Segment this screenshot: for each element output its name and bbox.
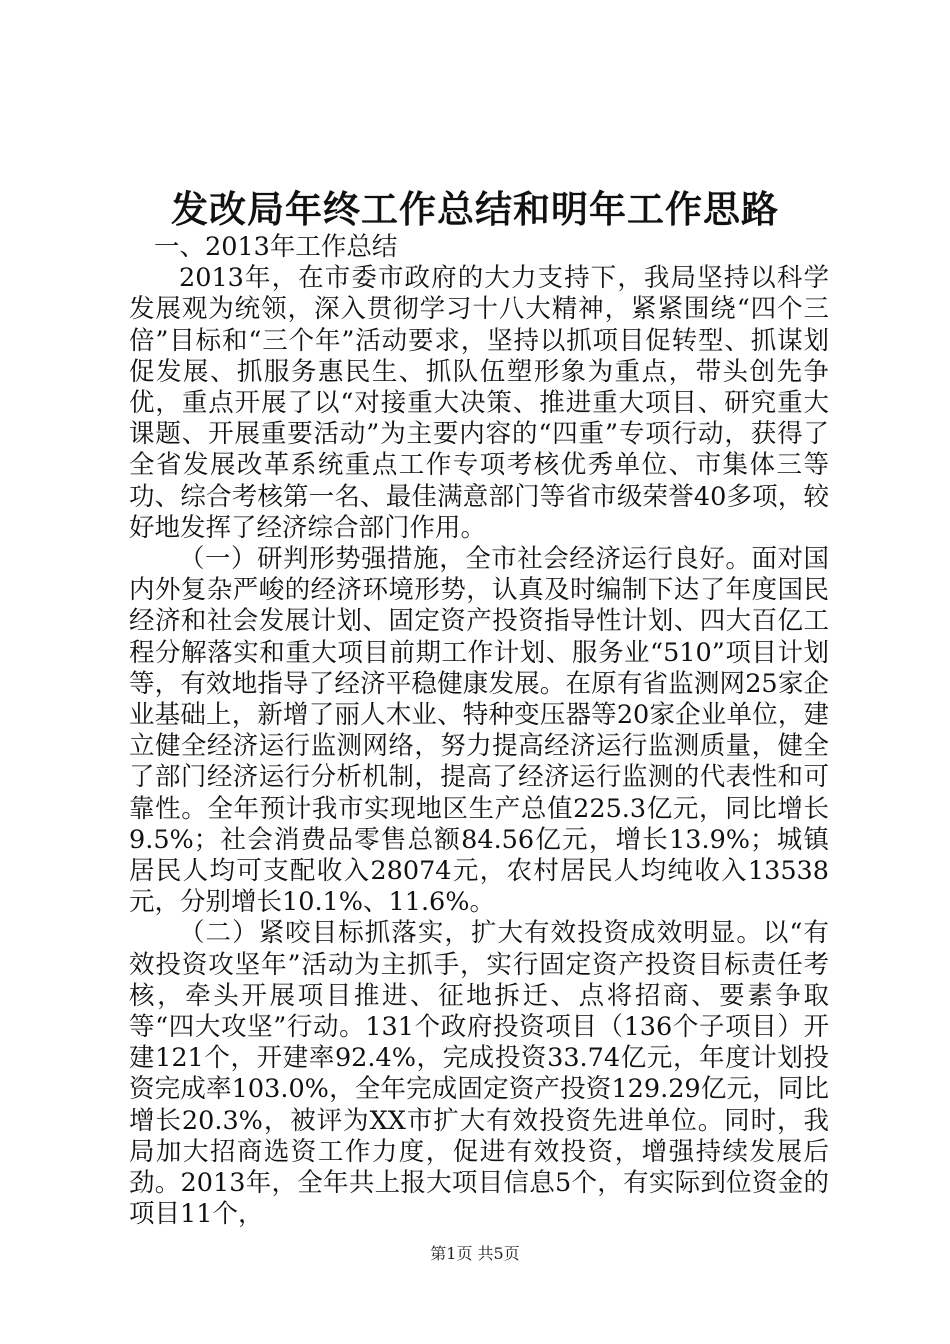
document-body [129,232,829,1231]
section-heading: 一、2013年工作总结 [154,232,398,262]
document-title: 发改局年终工作总结和明年工作思路 [171,187,779,231]
page-footer: 第1页 共5页 [430,1244,520,1263]
paragraph-summary: 2013年，在市委市政府的大力支持下，我局坚持以科学发展观为统领，深入贯彻学习十八大精神，紧紧围绕“四个三倍”目标和“三个年”活动要求，坚持以抓项目促转型、抓谋划促发展、抓服务惠民生、抓队伍塑形象为重点，带头创先争优，重点开展了以“对接重大决策、推进重大项目、研究重大课题、开展重要活动”为主要内容的“四重”专项行动，获得了全省发展改革系统重点工作专项考核优秀单位、市集体三等功、综合考核第一名、最佳满意部门等省市级荣誉40多项，较好地发挥了经济综合部门作用。 [129,263,829,543]
paragraph-economic-operation: （一）研判形势强措施，全市社会经济运行良好。面对国内外复杂严峻的经济环境形势，认真及时编制下达了年度国民经济和社会发展计划、固定资产投资指导性计划、四大百亿工程分解落实和重大项目前期工作计划、服务业“510”项目计划等，有效地指导了经济平稳健康发展。在原有省监测网25家企业基础上，新增了丽人木业、特种变压器等20家企业单位，建立健全经济运行监测网络，努力提高经济运行监测质量，健全了部门经济运行分析机制，提高了经济运行监测的代表性和可靠性。全年预计我市实现地区生产总值225.3亿元，同比增长9.5%；社会消费品零售总额84.56亿元，增长13.9%；城镇居民人均可支配收入28074元，农村居民人均纯收入13538元，分别增长10.1%、11.6%。 [129,544,829,918]
paragraph-effective-investment: （二）紧咬目标抓落实，扩大有效投资成效明显。以“有效投资攻坚年”活动为主抓手，实行固定资产投资目标责任考核，牵头开展项目推进、征地拆迁、点将招商、要素争取等“四大攻坚”行动。131个政府投资项目（136个子项目）开建121个，开建率92.4%，完成投资33.74亿元，年度计划投资完成率103.0%，全年完成固定资产投资129.29亿元，同比增长20.3%，被评为XX市扩大有效投资先进单位。同时，我局加大招商选资工作力度，促进有效投资，增强持续发展后劲。2013年，全年共上报大项目信息5个，有实际到位资金的项目11个， [129,918,829,1230]
